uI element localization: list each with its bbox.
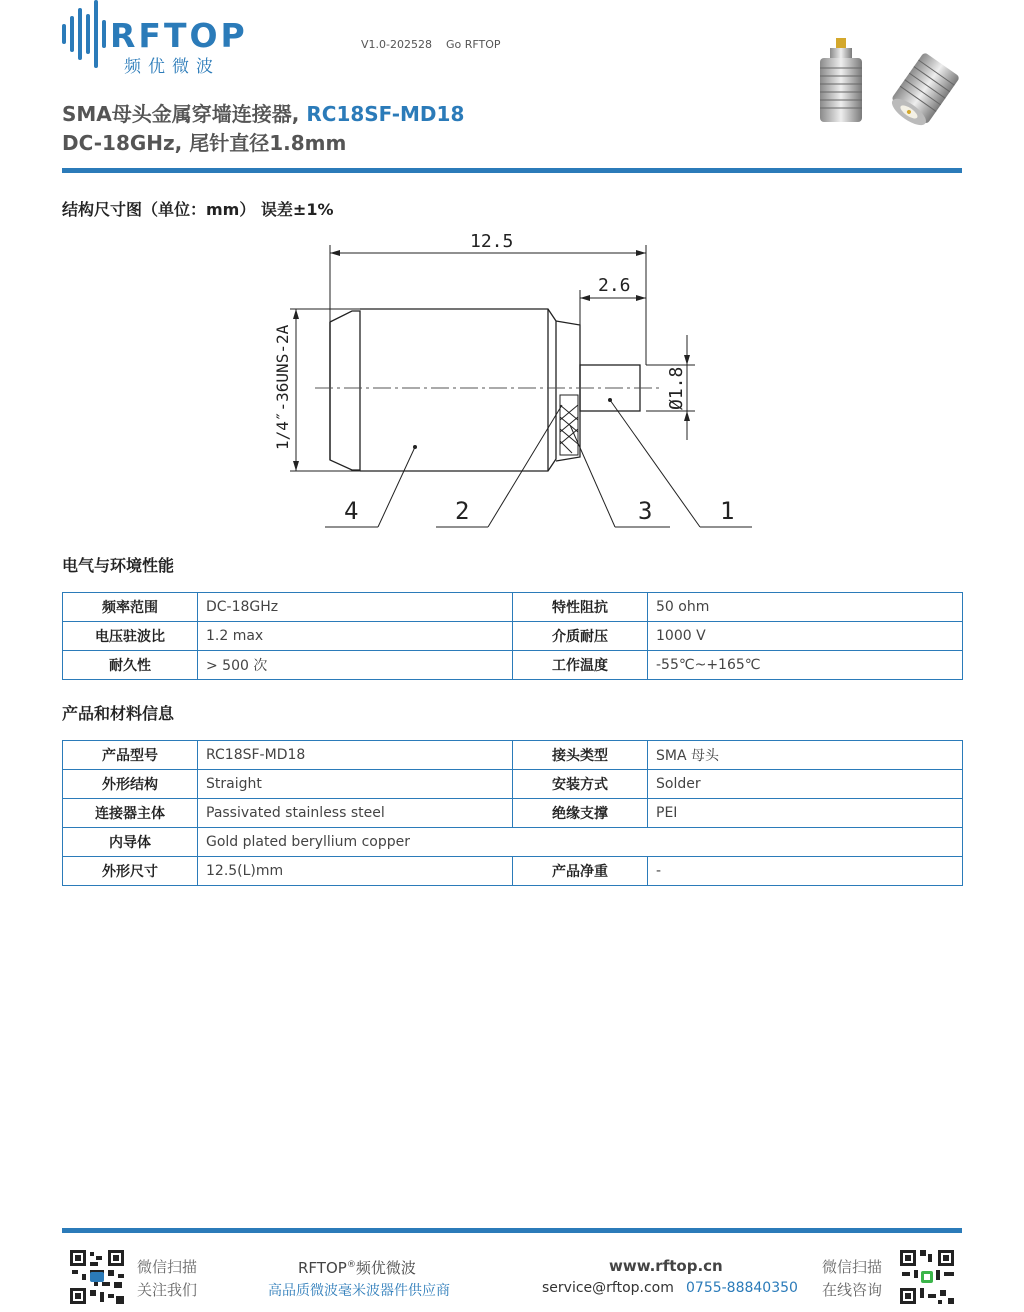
material-heading: 产品和材料信息	[62, 704, 175, 723]
header-divider	[62, 168, 962, 173]
table-key: 工作温度	[513, 651, 648, 680]
table-row	[63, 651, 963, 680]
thread-spec: 1/4″-36UNS-2A	[273, 324, 292, 450]
table-row	[63, 828, 963, 857]
footer-brand	[298, 1257, 416, 1278]
table-value: Gold plated beryllium copper	[198, 828, 963, 857]
wechat-consult-line2: 在线咨询	[822, 1281, 883, 1299]
product-subtitle: DC-18GHz, 尾针直径1.8mm	[62, 131, 347, 155]
callout-1: 1	[720, 497, 735, 525]
drawing-heading: 结构尺寸图（单位：mm） 误差±1%	[62, 200, 334, 219]
table-row	[63, 622, 963, 651]
qr-code-icon[interactable]	[898, 1248, 956, 1306]
table-value: -55℃~+165℃	[648, 651, 963, 680]
title-model: RC18SF-MD18	[306, 102, 465, 126]
table-value: 1.2 max	[198, 622, 513, 651]
table-key: 外形尺寸	[63, 857, 198, 886]
wechat-consult-line1: 微信扫描	[822, 1258, 883, 1276]
material-table	[62, 740, 963, 886]
table-key: 介质耐压	[513, 622, 648, 651]
brand-name: RFTOP	[298, 1259, 347, 1277]
table-value: Solder	[648, 770, 963, 799]
table-row	[63, 741, 963, 770]
table-key: 安装方式	[513, 770, 648, 799]
callout-4: 4	[344, 497, 359, 525]
version-label: V1.0-202528 Go RFTOP	[361, 38, 501, 51]
footer-phone[interactable]: 0755-88840350	[686, 1280, 798, 1296]
footer-website[interactable]: www.rftop.cn	[609, 1257, 723, 1275]
table-value: > 500 次	[198, 651, 513, 680]
footer-divider	[62, 1228, 962, 1233]
table-key: 接头类型	[513, 741, 648, 770]
table-value: -	[648, 857, 963, 886]
connector-photo-icon	[810, 34, 960, 134]
logo-text: RFTOP	[110, 16, 248, 55]
wechat-follow-line2: 关注我们	[137, 1281, 198, 1299]
table-value: 50 ohm	[648, 593, 963, 622]
table-value: SMA 母头	[648, 741, 963, 770]
table-value: DC-18GHz	[198, 593, 513, 622]
table-key: 产品净重	[513, 857, 648, 886]
table-value: 12.5(L)mm	[198, 857, 513, 886]
table-key: 外形结构	[63, 770, 198, 799]
table-row	[63, 593, 963, 622]
dim-length: 12.5	[470, 231, 514, 252]
logo-subtitle: 频优微波	[124, 57, 220, 77]
table-row	[63, 857, 963, 886]
dim-pin: Ø1.8	[666, 366, 687, 410]
callout-3: 3	[638, 497, 653, 525]
table-key: 频率范围	[63, 593, 198, 622]
table-row	[63, 770, 963, 799]
table-value: 1000 V	[648, 622, 963, 651]
table-value: Passivated stainless steel	[198, 799, 513, 828]
table-value: PEI	[648, 799, 963, 828]
brand-reg-mark: ®	[346, 1260, 356, 1270]
table-row	[63, 799, 963, 828]
table-key: 特性阻抗	[513, 593, 648, 622]
dimension-drawing	[260, 225, 760, 535]
title-prefix: SMA母头金属穿墙连接器,	[62, 102, 307, 126]
electrical-heading: 电气与环境性能	[62, 556, 175, 575]
footer-slogan: 高品质微波毫米波器件供应商	[268, 1283, 450, 1299]
wechat-follow-line1: 微信扫描	[137, 1258, 198, 1276]
dim-tail: 2.6	[598, 275, 631, 296]
table-key: 绝缘支撑	[513, 799, 648, 828]
qr-code-icon[interactable]	[68, 1248, 126, 1306]
table-key: 产品型号	[63, 741, 198, 770]
callout-2: 2	[455, 497, 470, 525]
brand-cn: 频优微波	[355, 1259, 416, 1277]
table-key: 内导体	[63, 828, 198, 857]
table-key: 电压驻波比	[63, 622, 198, 651]
footer-email[interactable]: service@rftop.com	[542, 1280, 674, 1296]
product-title	[62, 98, 464, 127]
electrical-table	[62, 592, 963, 680]
table-value: Straight	[198, 770, 513, 799]
table-key: 连接器主体	[63, 799, 198, 828]
table-value: RC18SF-MD18	[198, 741, 513, 770]
table-key: 耐久性	[63, 651, 198, 680]
